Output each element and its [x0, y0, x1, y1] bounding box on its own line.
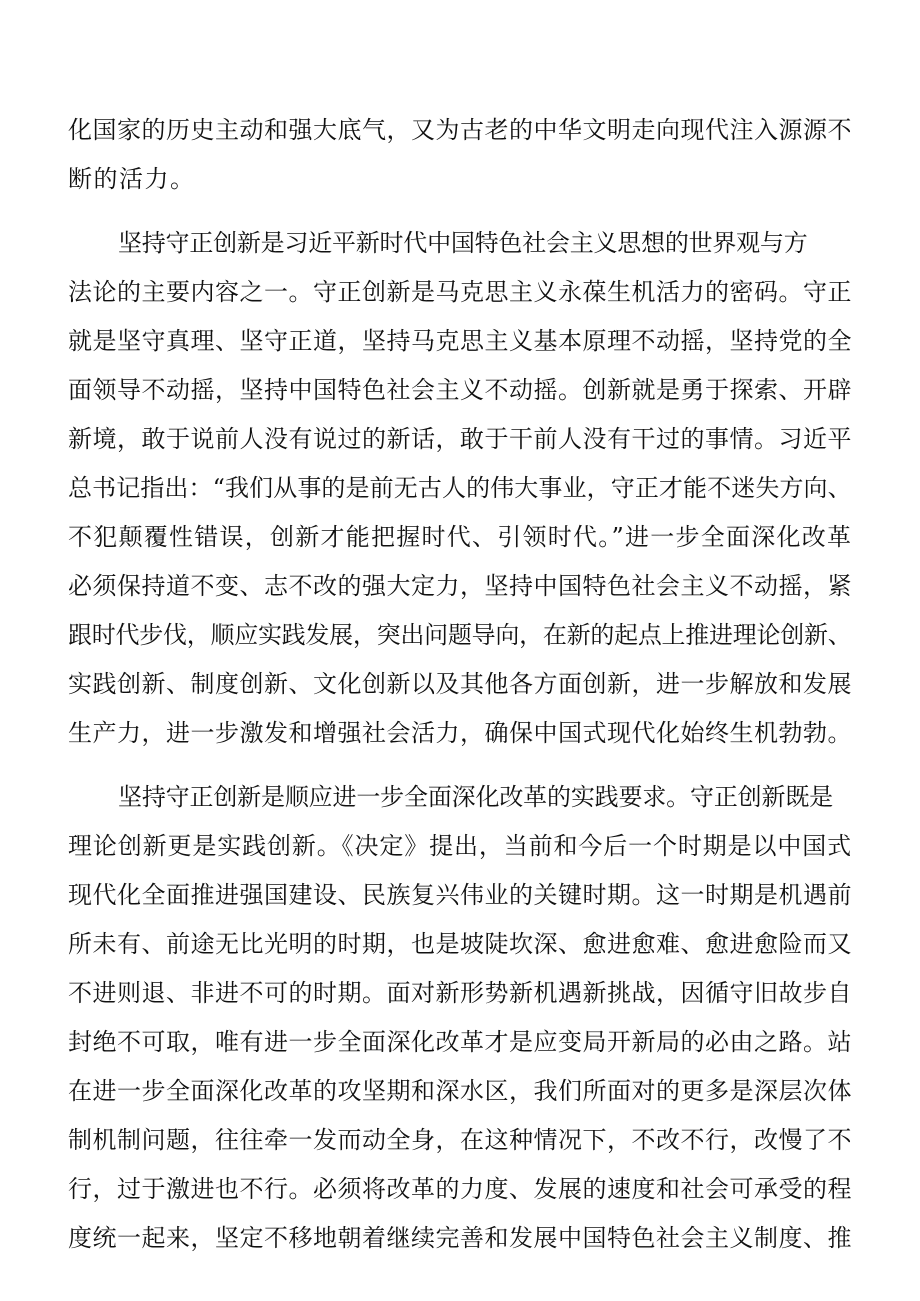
paragraph-2-line-7: 不犯颠覆性错误，创新才能把握时代、引领时代。”进一步全面深化改革	[68, 523, 853, 551]
paragraph-3-line-6: 封绝不可取，唯有进一步全面深化改革才是应变局开新局的必由之路。站	[68, 1028, 852, 1056]
paragraph-2-line-9: 跟时代步伐，顺应实践发展，突出问题导向，在新的起点上推进理论创新、	[68, 621, 852, 649]
paragraph-2-line-4: 面领导不动摇，坚持中国特色社会主义不动摇。创新就是勇于探索、开辟	[68, 376, 852, 404]
paragraph-3-line-7: 在进一步全面深化改革的攻坚期和深水区，我们所面对的更多是深层次体	[68, 1077, 852, 1105]
paragraph-3-line-2: 理论创新更是实践创新。《决定》提出，当前和今后一个时期是以中国式	[68, 832, 852, 860]
paragraph-3-line-5: 不进则退、非进不可的时期。面对新形势新机遇新挑战，因循守旧故步自	[68, 979, 852, 1007]
paragraph-2-line-10: 实践创新、制度创新、文化创新以及其他各方面创新，进一步解放和发展	[68, 670, 852, 698]
paragraph-2-line-2: 法论的主要内容之一。守正创新是马克思主义永葆生机活力的密码。守正	[68, 278, 852, 306]
paragraph-1-line-1: 化国家的历史主动和强大底气，又为古老的中华文明走向现代注入源源不	[68, 116, 852, 144]
paragraph-2-line-5: 新境，敢于说前人没有说过的新话，敢于干前人没有干过的事情。习近平	[68, 425, 852, 453]
paragraph-2-line-3: 就是坚守真理、坚守正道，坚持马克思主义基本原理不动摇，坚持党的全	[68, 327, 852, 355]
paragraph-3-line-9: 行，过于激进也不行。必须将改革的力度、发展的速度和社会可承受的程	[68, 1175, 852, 1203]
paragraph-3-line-8: 制机制问题，往往牵一发而动全身，在这种情况下，不改不行，改慢了不	[68, 1126, 852, 1154]
paragraph-2-line-11: 生产力，进一步激发和增强社会活力，确保中国式现代化始终生机勃勃。	[68, 719, 852, 747]
paragraph-2-line-6: 总书记指出：“我们从事的是前无古人的伟大事业，守正才能不迷失方向、	[68, 474, 852, 502]
paragraph-2-line-8: 必须保持道不变、志不改的强大定力，坚持中国特色社会主义不动摇，紧	[68, 572, 852, 600]
paragraph-3-line-3: 现代化全面推进强国建设、民族复兴伟业的关键时期。这一时期是机遇前	[68, 881, 852, 909]
paragraph-3-line-1: 坚持守正创新是顺应进一步全面深化改革的实践要求。守正创新既是	[118, 783, 833, 811]
paragraph-2-line-1: 坚持守正创新是习近平新时代中国特色社会主义思想的世界观与方	[118, 229, 808, 257]
paragraph-3-line-4: 所未有、前途无比光明的时期，也是坡陡坎深、愈进愈难、愈进愈险而又	[68, 930, 852, 958]
paragraph-3-line-10: 度统一起来，坚定不移地朝着继续完善和发展中国特色社会主义制度、推	[68, 1224, 852, 1252]
paragraph-1-line-2: 断的活力。	[68, 165, 196, 193]
